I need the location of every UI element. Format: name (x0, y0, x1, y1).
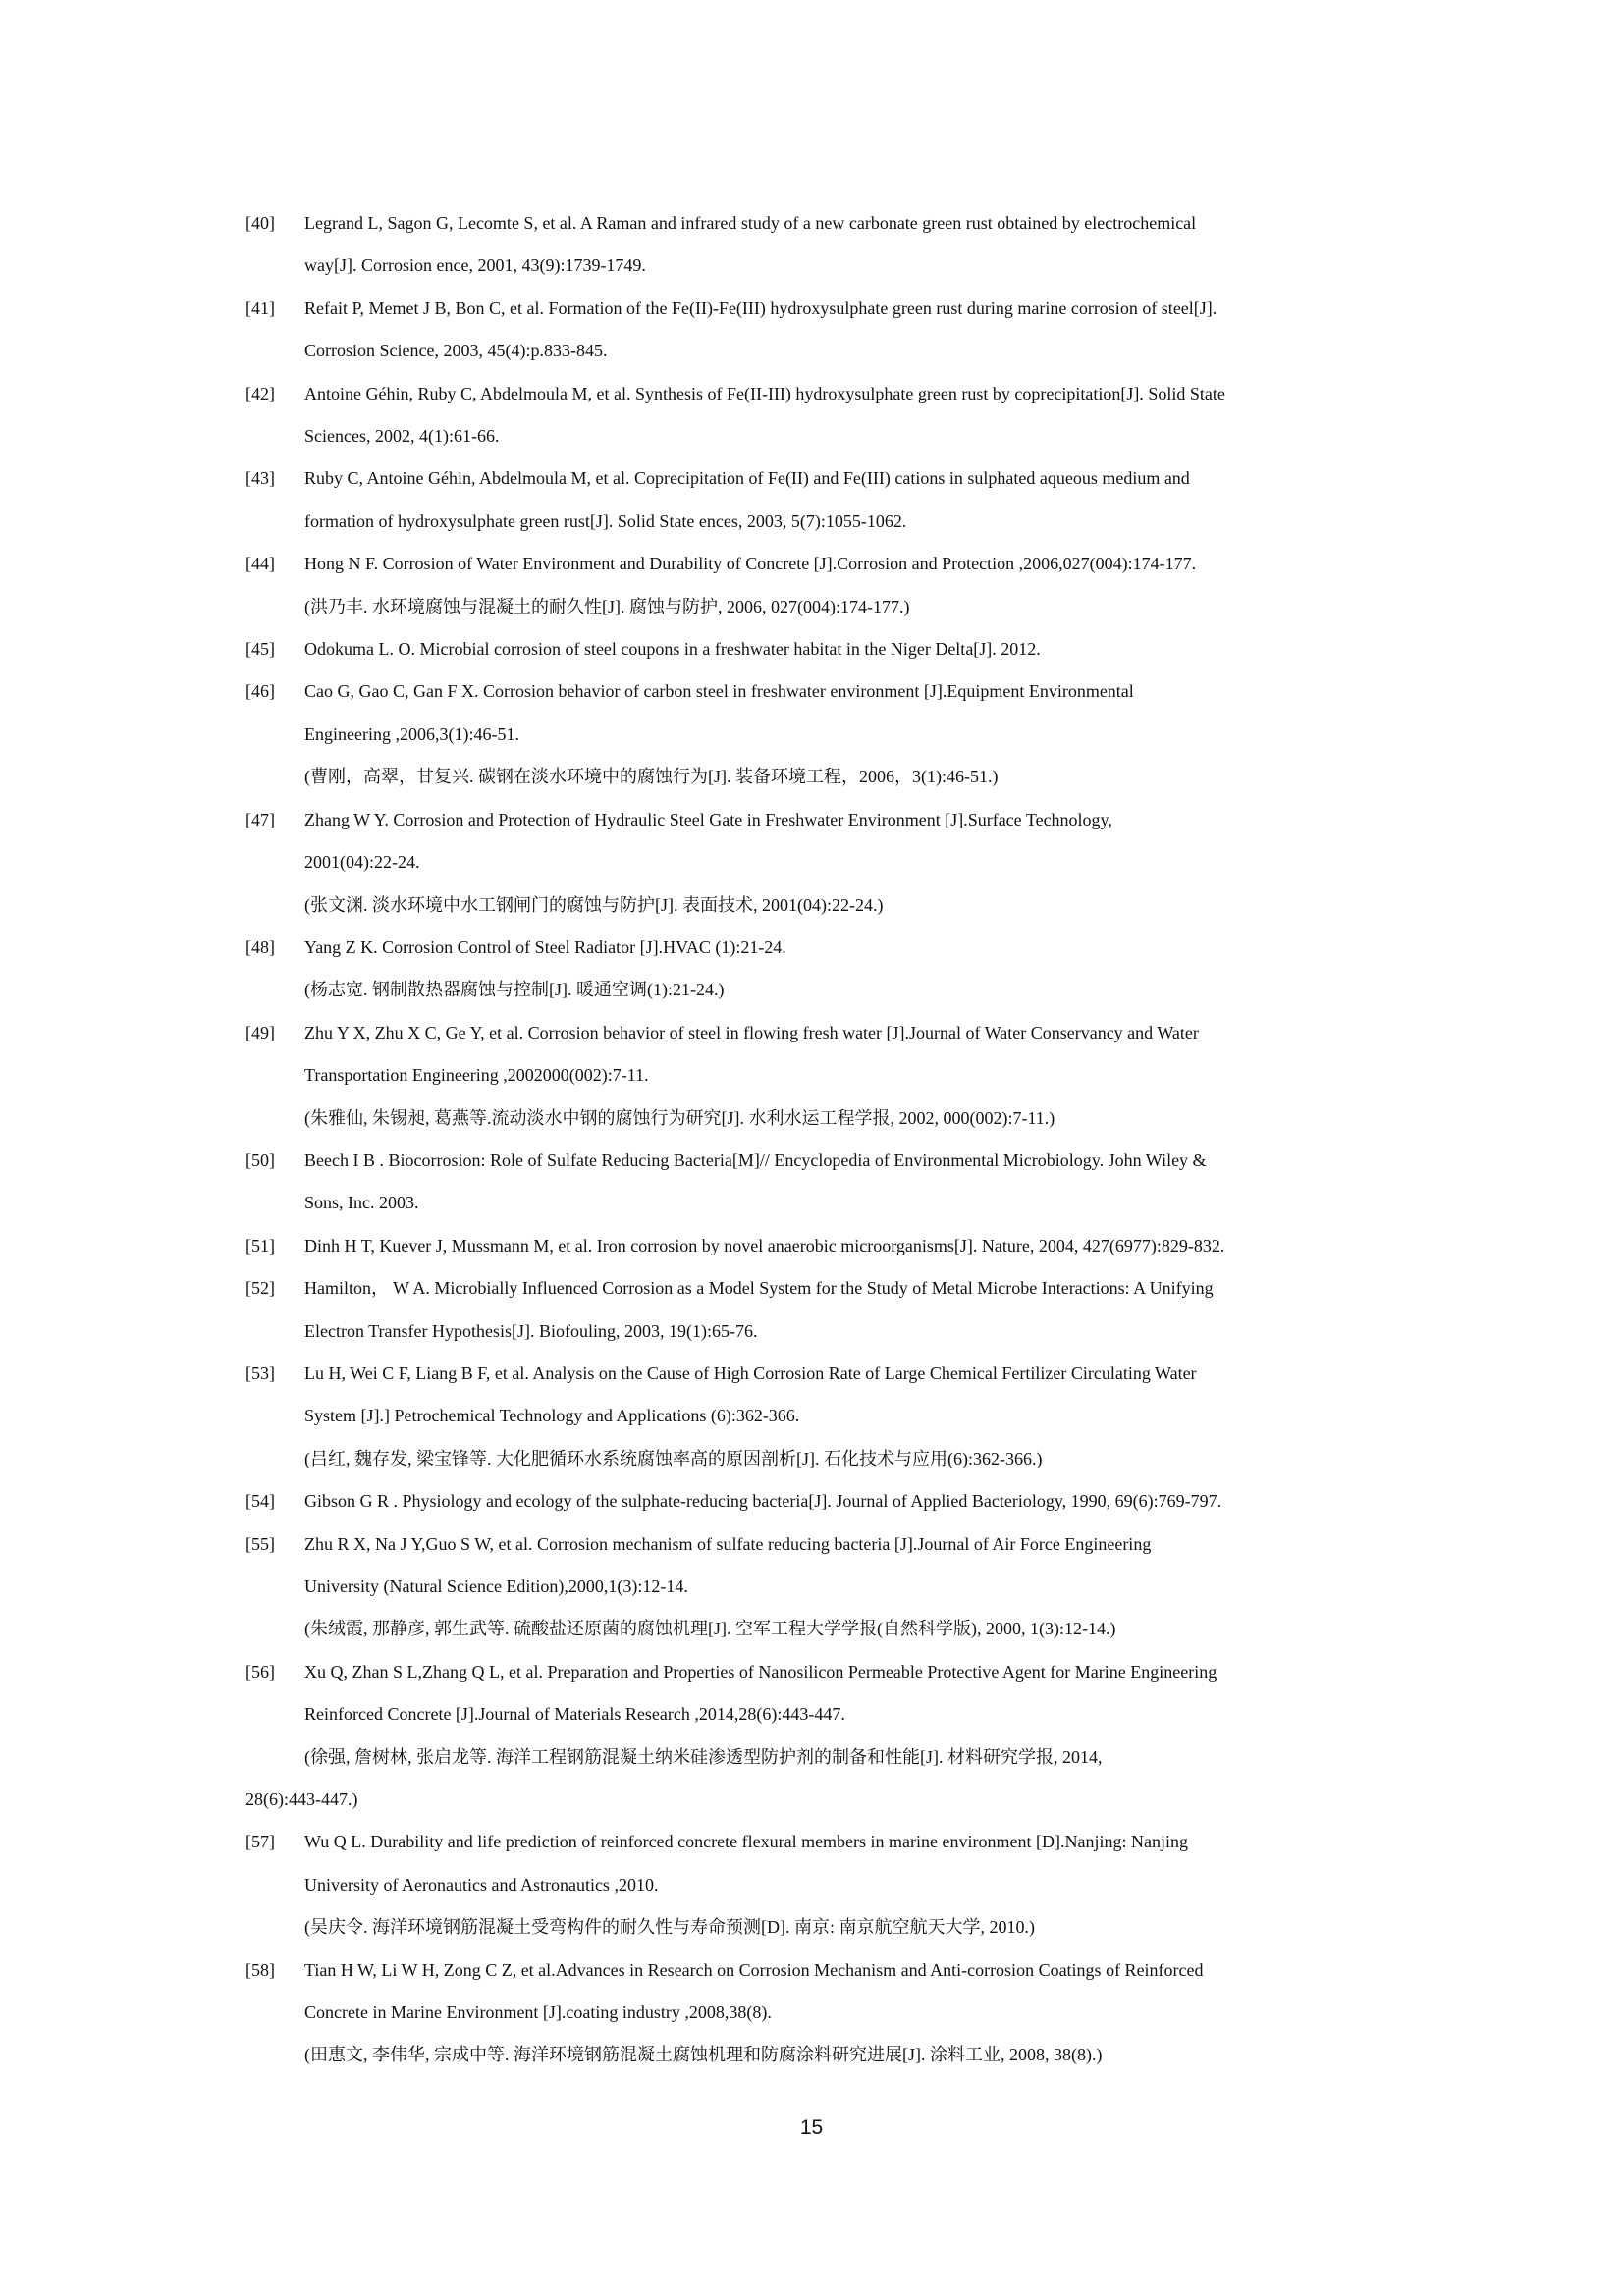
reference-number: [58] (245, 1959, 275, 1980)
reference-entry (245, 1353, 1384, 1480)
reference-text-line: formation of hydroxysulphate green rust[J]. Solid State ences, 2003, 5(7):1055-1062. (304, 510, 907, 531)
reference-text-line: Refait P, Memet J B, Bon C, et al. Formation of the Fe(II)-Fe(III) hydroxysulphate green rust during marine corrosion of steel[J]. (304, 297, 1217, 318)
reference-text-line: Transportation Engineering ,2002000(002):7-11. (304, 1065, 649, 1086)
reference-entry (245, 799, 1384, 927)
reference-text-line: System [J].] Petrochemical Technology and Applications (6):362-366. (304, 1406, 800, 1426)
reference-entry (245, 628, 1384, 670)
reference-entry (245, 1480, 1384, 1522)
reference-entry (245, 1140, 1384, 1225)
reference-number: [42] (245, 383, 275, 403)
reference-text-line: University (Natural Science Edition),2000,1(3):12-14. (304, 1576, 688, 1596)
reference-text-line: Dinh H T, Kuever J, Mussmann M, et al. Iron corrosion by novel anaerobic microorganisms[J]. Nature, 2004, 427(6977):829-832. (304, 1235, 1225, 1255)
reference-text-line: (杨志宽. 钢制散热器腐蚀与控制[J]. 暖通空调(1):21-24.) (304, 980, 725, 1000)
reference-entry (245, 1012, 1384, 1140)
reference-number: [49] (245, 1022, 275, 1042)
reference-number: [47] (245, 809, 275, 829)
reference-text-line: (徐强, 詹树林, 张启龙等. 海洋工程钢筋混凝土纳米硅渗透型防护剂的制备和性能[J]. 材料研究学报, 2014, (304, 1746, 1103, 1767)
reference-number: [43] (245, 468, 275, 489)
reference-text-line: 28(6):443-447.) (245, 1789, 358, 1810)
reference-text-line: Odokuma L. O. Microbial corrosion of steel coupons in a freshwater habitat in the Niger Delta[J]. 2012. (304, 639, 1041, 660)
reference-entry (245, 457, 1384, 543)
reference-number: [56] (245, 1661, 275, 1682)
reference-text-line: Zhu Y X, Zhu X C, Ge Y, et al. Corrosion behavior of steel in flowing fresh water [J].Journal of Water Conservancy and Water (304, 1022, 1199, 1042)
reference-entry (245, 202, 1384, 288)
reference-number: [44] (245, 554, 275, 574)
reference-text-line: Corrosion Science, 2003, 45(4):p.833-845. (304, 341, 608, 361)
reference-text-line: Wu Q L. Durability and life prediction of reinforced concrete flexural members in marine environment [D].Nanjing: Nanjing (304, 1832, 1188, 1852)
reference-text-line: (曹刚，高翠，甘复兴. 碳钢在淡水环境中的腐蚀行为[J]. 装备环境工程，2006，3(1):46-51.) (304, 767, 999, 787)
reference-text-line: Hamilton， W A. Microbially Influenced Corrosion as a Model System for the Study of Metal Microbe Interactions: A Unifying (304, 1278, 1214, 1299)
reference-list (245, 202, 1384, 2077)
reference-text-line: Zhang W Y. Corrosion and Protection of Hydraulic Steel Gate in Freshwater Environment [J].Surface Technology, (304, 809, 1112, 829)
reference-text-line: Sons, Inc. 2003. (304, 1193, 419, 1213)
reference-text-line: Cao G, Gao C, Gan F X. Corrosion behavior of carbon steel in freshwater environment [J].Equipment Environmental (304, 681, 1134, 702)
reference-text-line: (洪乃丰. 水环境腐蚀与混凝土的耐久性[J]. 腐蚀与防护, 2006, 027(004):174-177.) (304, 596, 910, 616)
reference-number: [52] (245, 1278, 275, 1299)
reference-number: [40] (245, 213, 275, 233)
reference-text-line: (朱绒霞, 那静彦, 郭生武等. 硫酸盐还原菌的腐蚀机理[J]. 空军工程大学学报(自然科学版), 2000, 1(3):12-14.) (304, 1619, 1116, 1639)
reference-text-line: Engineering ,2006,3(1):46-51. (304, 723, 519, 744)
reference-text-line: (张文渊. 淡水环境中水工钢闸门的腐蚀与防护[J]. 表面技术, 2001(04):22-24.) (304, 894, 884, 915)
reference-text-line: (吴庆令. 海洋环境钢筋混凝土受弯构件的耐久性与寿命预测[D]. 南京: 南京航空航天大学, 2010.) (304, 1917, 1035, 1938)
reference-entry (245, 927, 1384, 1012)
reference-entry (245, 373, 1384, 458)
reference-text-line: Zhu R X, Na J Y,Guo S W, et al. Corrosion mechanism of sulfate reducing bacteria [J].Journal of Air Force Engineering (304, 1533, 1152, 1554)
reference-text-line: (田惠文, 李伟华, 宗成中等. 海洋环境钢筋混凝土腐蚀机理和防腐涂料研究进展[J]. 涂料工业, 2008, 38(8).) (304, 2045, 1103, 2065)
reference-text-line: way[J]. Corrosion ence, 2001, 43(9):1739-1749. (304, 255, 646, 276)
reference-text-line: Tian H W, Li W H, Zong C Z, et al.Advances in Research on Corrosion Mechanism and Anti-corrosion Coatings of Reinforced (304, 1959, 1204, 1980)
page-number: 15 (799, 2116, 824, 2139)
reference-text-line: Legrand L, Sagon G, Lecomte S, et al. A Raman and infrared study of a new carbonate green rust obtained by electrochemical (304, 213, 1197, 233)
reference-text-line: Gibson G R . Physiology and ecology of the sulphate-reducing bacteria[J]. Journal of Applied Bacteriology, 1990, 69(6):769-797. (304, 1491, 1222, 1512)
reference-entry (245, 670, 1384, 798)
reference-text-line: Beech I B . Biocorrosion: Role of Sulfate Reducing Bacteria[M]// Encyclopedia of Environmental Microbiology. John Wiley & (304, 1149, 1207, 1170)
reference-number: [57] (245, 1832, 275, 1852)
reference-text-line: (朱雅仙, 朱锡昶, 葛燕等.流动淡水中钢的腐蚀行为研究[J]. 水利水运工程学报, 2002, 000(002):7-11.) (304, 1107, 1055, 1128)
reference-text-line: Lu H, Wei C F, Liang B F, et al. Analysis on the Cause of High Corrosion Rate of Large Chemical Fertilizer Circulating Water (304, 1362, 1197, 1383)
reference-number: [46] (245, 681, 275, 702)
reference-text-line: Xu Q, Zhan S L,Zhang Q L, et al. Preparation and Properties of Nanosilicon Permeable Protective Agent for Marine Engineering (304, 1661, 1217, 1682)
reference-text-line: Ruby C, Antoine Géhin, Abdelmoula M, et al. Coprecipitation of Fe(II) and Fe(III) cations in sulphated aqueous medium and (304, 468, 1190, 489)
reference-entry (245, 1225, 1384, 1267)
reference-text-line: Electron Transfer Hypothesis[J]. Biofouling, 2003, 19(1):65-76. (304, 1320, 758, 1341)
reference-text-line: Reinforced Concrete [J].Journal of Materials Research ,2014,28(6):443-447. (304, 1704, 845, 1725)
reference-number: [53] (245, 1362, 275, 1383)
reference-number: [48] (245, 936, 275, 957)
reference-text-line: Concrete in Marine Environment [J].coating industry ,2008,38(8). (304, 2002, 772, 2023)
reference-text-line: Yang Z K. Corrosion Control of Steel Radiator [J].HVAC (1):21-24. (304, 936, 786, 957)
reference-number: [50] (245, 1149, 275, 1170)
reference-entry (245, 1651, 1384, 1822)
reference-entry (245, 1949, 1384, 2077)
reference-number: [41] (245, 297, 275, 318)
reference-text-line: University of Aeronautics and Astronautics ,2010. (304, 1874, 659, 1895)
reference-text-line: Antoine Géhin, Ruby C, Abdelmoula M, et al. Synthesis of Fe(II-III) hydroxysulphate green rust by coprecipitation[J]. Solid State (304, 383, 1225, 403)
reference-entry (245, 288, 1384, 373)
reference-text-line: Sciences, 2002, 4(1):61-66. (304, 426, 500, 447)
reference-entry (245, 543, 1384, 628)
reference-entry (245, 1267, 1384, 1353)
reference-entry (245, 1821, 1384, 1949)
reference-text-line: (吕红, 魏存发, 梁宝锋等. 大化肥循环水系统腐蚀率高的原因剖析[J]. 石化技术与应用(6):362-366.) (304, 1448, 1043, 1468)
reference-number: [55] (245, 1533, 275, 1554)
reference-text-line: 2001(04):22-24. (304, 852, 420, 873)
reference-text-line: Hong N F. Corrosion of Water Environment and Durability of Concrete [J].Corrosion and Protection ,2006,027(004):174-177. (304, 554, 1197, 574)
reference-number: [54] (245, 1491, 275, 1512)
reference-entry (245, 1523, 1384, 1651)
reference-number: [45] (245, 639, 275, 660)
reference-number: [51] (245, 1235, 275, 1255)
